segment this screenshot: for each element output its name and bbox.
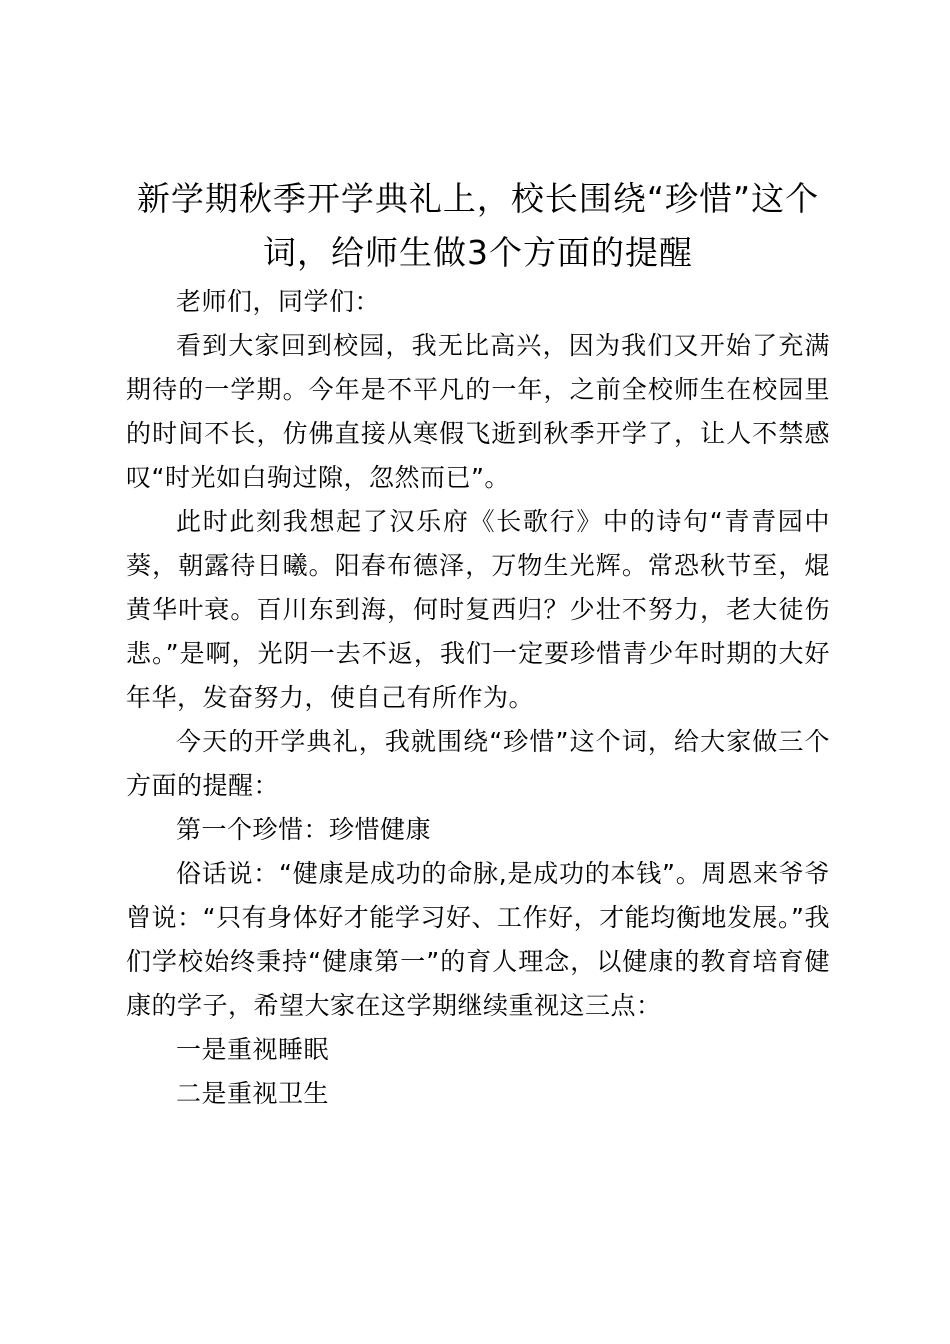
list-item-sleep: 一是重视睡眠 (176, 1035, 330, 1064)
paragraph-poem: 此时此刻我想起了汉乐府《长歌行》中的诗句“青青园中葵，朝露待日曦。阳春布德泽，万物生光辉。常恐秋节至，焜黄华叶衰。百川东到海，何时复西归？少壮不努力，老大徒伤悲。”是啊，光阴一去不返，我们一定要珍惜青少年时期的大好年华，发奋努力，使自己有所作为。 (126, 507, 830, 712)
paragraph-health: 俗话说：“健康是成功的命脉,是成功的本钱”。周恩来爷爷曾说：“只有身体好才能学习好、工作好，才能均衡地发展。”我们学校始终秉持“健康第一”的育人理念，以健康的教育培育健康的学子，希望大家在这学期继续重视这三点： (126, 859, 830, 1020)
document-page (126, 172, 830, 1116)
paragraph-greeting: 老师们，同学们： (176, 287, 381, 316)
document-title: 新学期秋季开学典礼上，校长围绕“珍惜”这个词，给师生做3个方面的提醒 (136, 179, 820, 272)
section-heading-health: 第一个珍惜：珍惜健康 (176, 815, 432, 844)
paragraph-theme: 今天的开学典礼，我就围绕“珍惜”这个词，给大家做三个方面的提醒： (126, 727, 830, 800)
paragraph-intro: 看到大家回到校园，我无比高兴，因为我们又开始了充满期待的一学期。今年是不平凡的一年，之前全校师生在校园里的时间不长，仿佛直接从寒假飞逝到秋季开学了，让人不禁感叹“时光如白驹过隙，忽然而已”。 (126, 331, 830, 492)
list-item-hygiene: 二是重视卫生 (176, 1079, 330, 1108)
